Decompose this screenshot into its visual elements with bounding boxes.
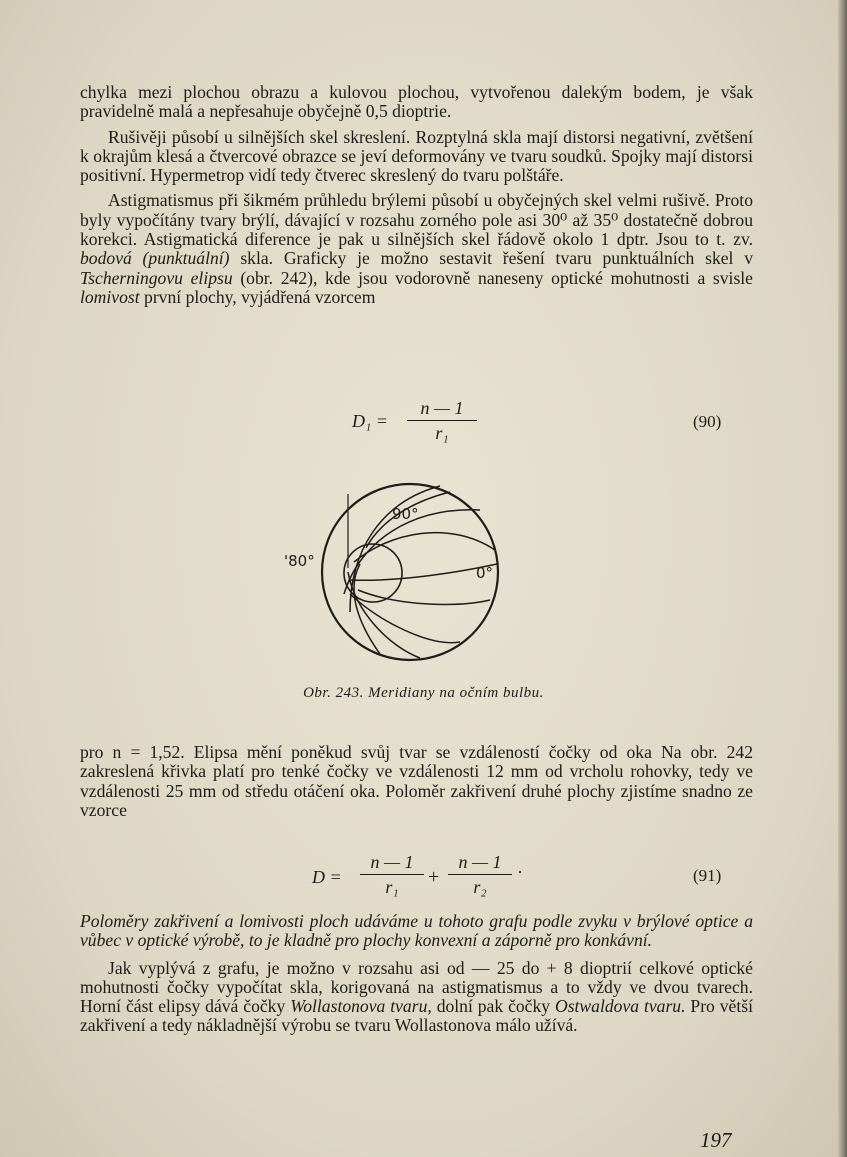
label-80-degrees: '80° [284,552,315,570]
equation-91-fraction-2 [448,852,512,898]
equation-91-numerator-2: n — 1 [448,852,512,875]
paragraph-3-part-d: první plochy, vyjádřená vzorcem [144,286,376,307]
paragraph-3-part-a: Astigmatismus při šikmém průhledu brýlemi působí u obyčejných skel velmi rušivě. Proto byly vypočítány tvary brýlí, dávající v rozsahu zorného pole asi 30⁰ až 35⁰ dostatečně dobrou korekci. Astigmatická diference je pak u silnějších skel řádově okolo 1 dptr. Jsou to t. zv. [80,190,753,250]
label-90-degrees: 90° [392,505,419,523]
equation-91-plus: + [428,866,440,888]
equation-90-numerator: n — 1 [407,398,477,421]
figure-eye-meridians [284,472,510,672]
meridian-curve [350,564,497,580]
term-bodova: bodová (punktuální) [80,248,230,269]
term-wollaston: Wollastonova tvaru, [290,996,432,1017]
paragraph-2: Rušivěji působí u silnějších skel skreslení. Rozptylná skla mají distorsi negativní, zvětšení k okrajům klesá a čtvercové obrazce se jeví deformovány ve tvaru soudků. Spojky mají distorsi positivní. Hypermetrop vidí tedy čtverec skreslený do tvaru polštáře. [80,126,753,186]
paragraph-4: pro n = 1,52. Elipsa mění poněkud svůj tvar se vzdáleností čočky od oka Na obr. 242 zakreslená křivka platí pro tenké čočky ve vzdálenosti 12 mm od vrcholu rohovky, tedy ve vzdálenosti 25 mm od středu otáčení oka. Poloměr zakřivení druhé plochy zjistíme snadno ze vzorce [80,742,753,820]
paragraph-3 [80,191,753,307]
equation-90-denominator: r₁ [435,423,449,443]
paragraph-1: chylka mezi plochou obrazu a kulovou plochou, vytvořenou dalekým bodem, je však pravidelně malá a nepřesahuje obyčejně 0,5 dioptrie. [80,82,753,122]
equation-91-fraction-1 [360,852,424,898]
paragraph-5: Poloměry zakřivení a lomivosti ploch udáváme u tohoto grafu podle zvyku v brýlové optice a vůbec v optické výrobě, to je kladně pro plochy konvexní a záporně pro konkávní. [80,911,753,951]
equation-91-dot: · [517,862,523,882]
equation-91-denominator-1: r₁ [385,877,399,897]
paragraph-3-part-c: (obr. 242), kde jsou vodorovně naneseny optické mohutnosti a svisle [240,267,753,288]
figure-caption: Obr. 243. Meridiany na očním bulbu. [303,685,544,701]
equation-90-fraction [407,398,477,444]
label-0-degrees: 0° [476,564,494,582]
equation-91-lhs: D = [312,867,342,887]
paragraph-6 [80,959,753,1036]
term-tscherning-ellipse: Tscherningovu elipsu [80,267,233,288]
equation-90-number: (90) [693,412,722,431]
paragraph-3-part-b: skla. Graficky je možno sestavit řešení tvaru punktuálních skel v [240,248,754,269]
text-block-bottom-2 [80,912,753,1042]
text-block-top [80,83,753,313]
term-lomivost: lomivost [80,286,140,307]
text-block-bottom [80,743,753,826]
equation-91-number: (91) [693,866,722,885]
page-edge-shadow [838,0,847,1157]
term-ostwald: Ostwaldova tvaru. [554,996,686,1017]
paragraph-6-part-a: Jak vyplývá z grafu, je možno v rozsahu asi od — 25 do + 8 dioptrií celkové optické mohutnosti čočky vypočítat skla, korigovaná na astigmatismus a to vždy ve dvou tvarech. Horní část elipsy dává čočky [80,957,753,1017]
equation-90-lhs: D₁ = [352,411,388,431]
equation-91-denominator-2: r₂ [473,877,487,897]
paragraph-6-part-b: dolní pak čočky [436,996,551,1017]
page-number: 197 [700,1128,732,1152]
equation-91-numerator-1: n — 1 [360,852,424,875]
paragraph-6-part-c: Pro větší zakřivení a tedy nákladnější výrobu se tvaru Wollastonova málo užívá. [80,996,753,1036]
meridian-curve [354,533,495,562]
